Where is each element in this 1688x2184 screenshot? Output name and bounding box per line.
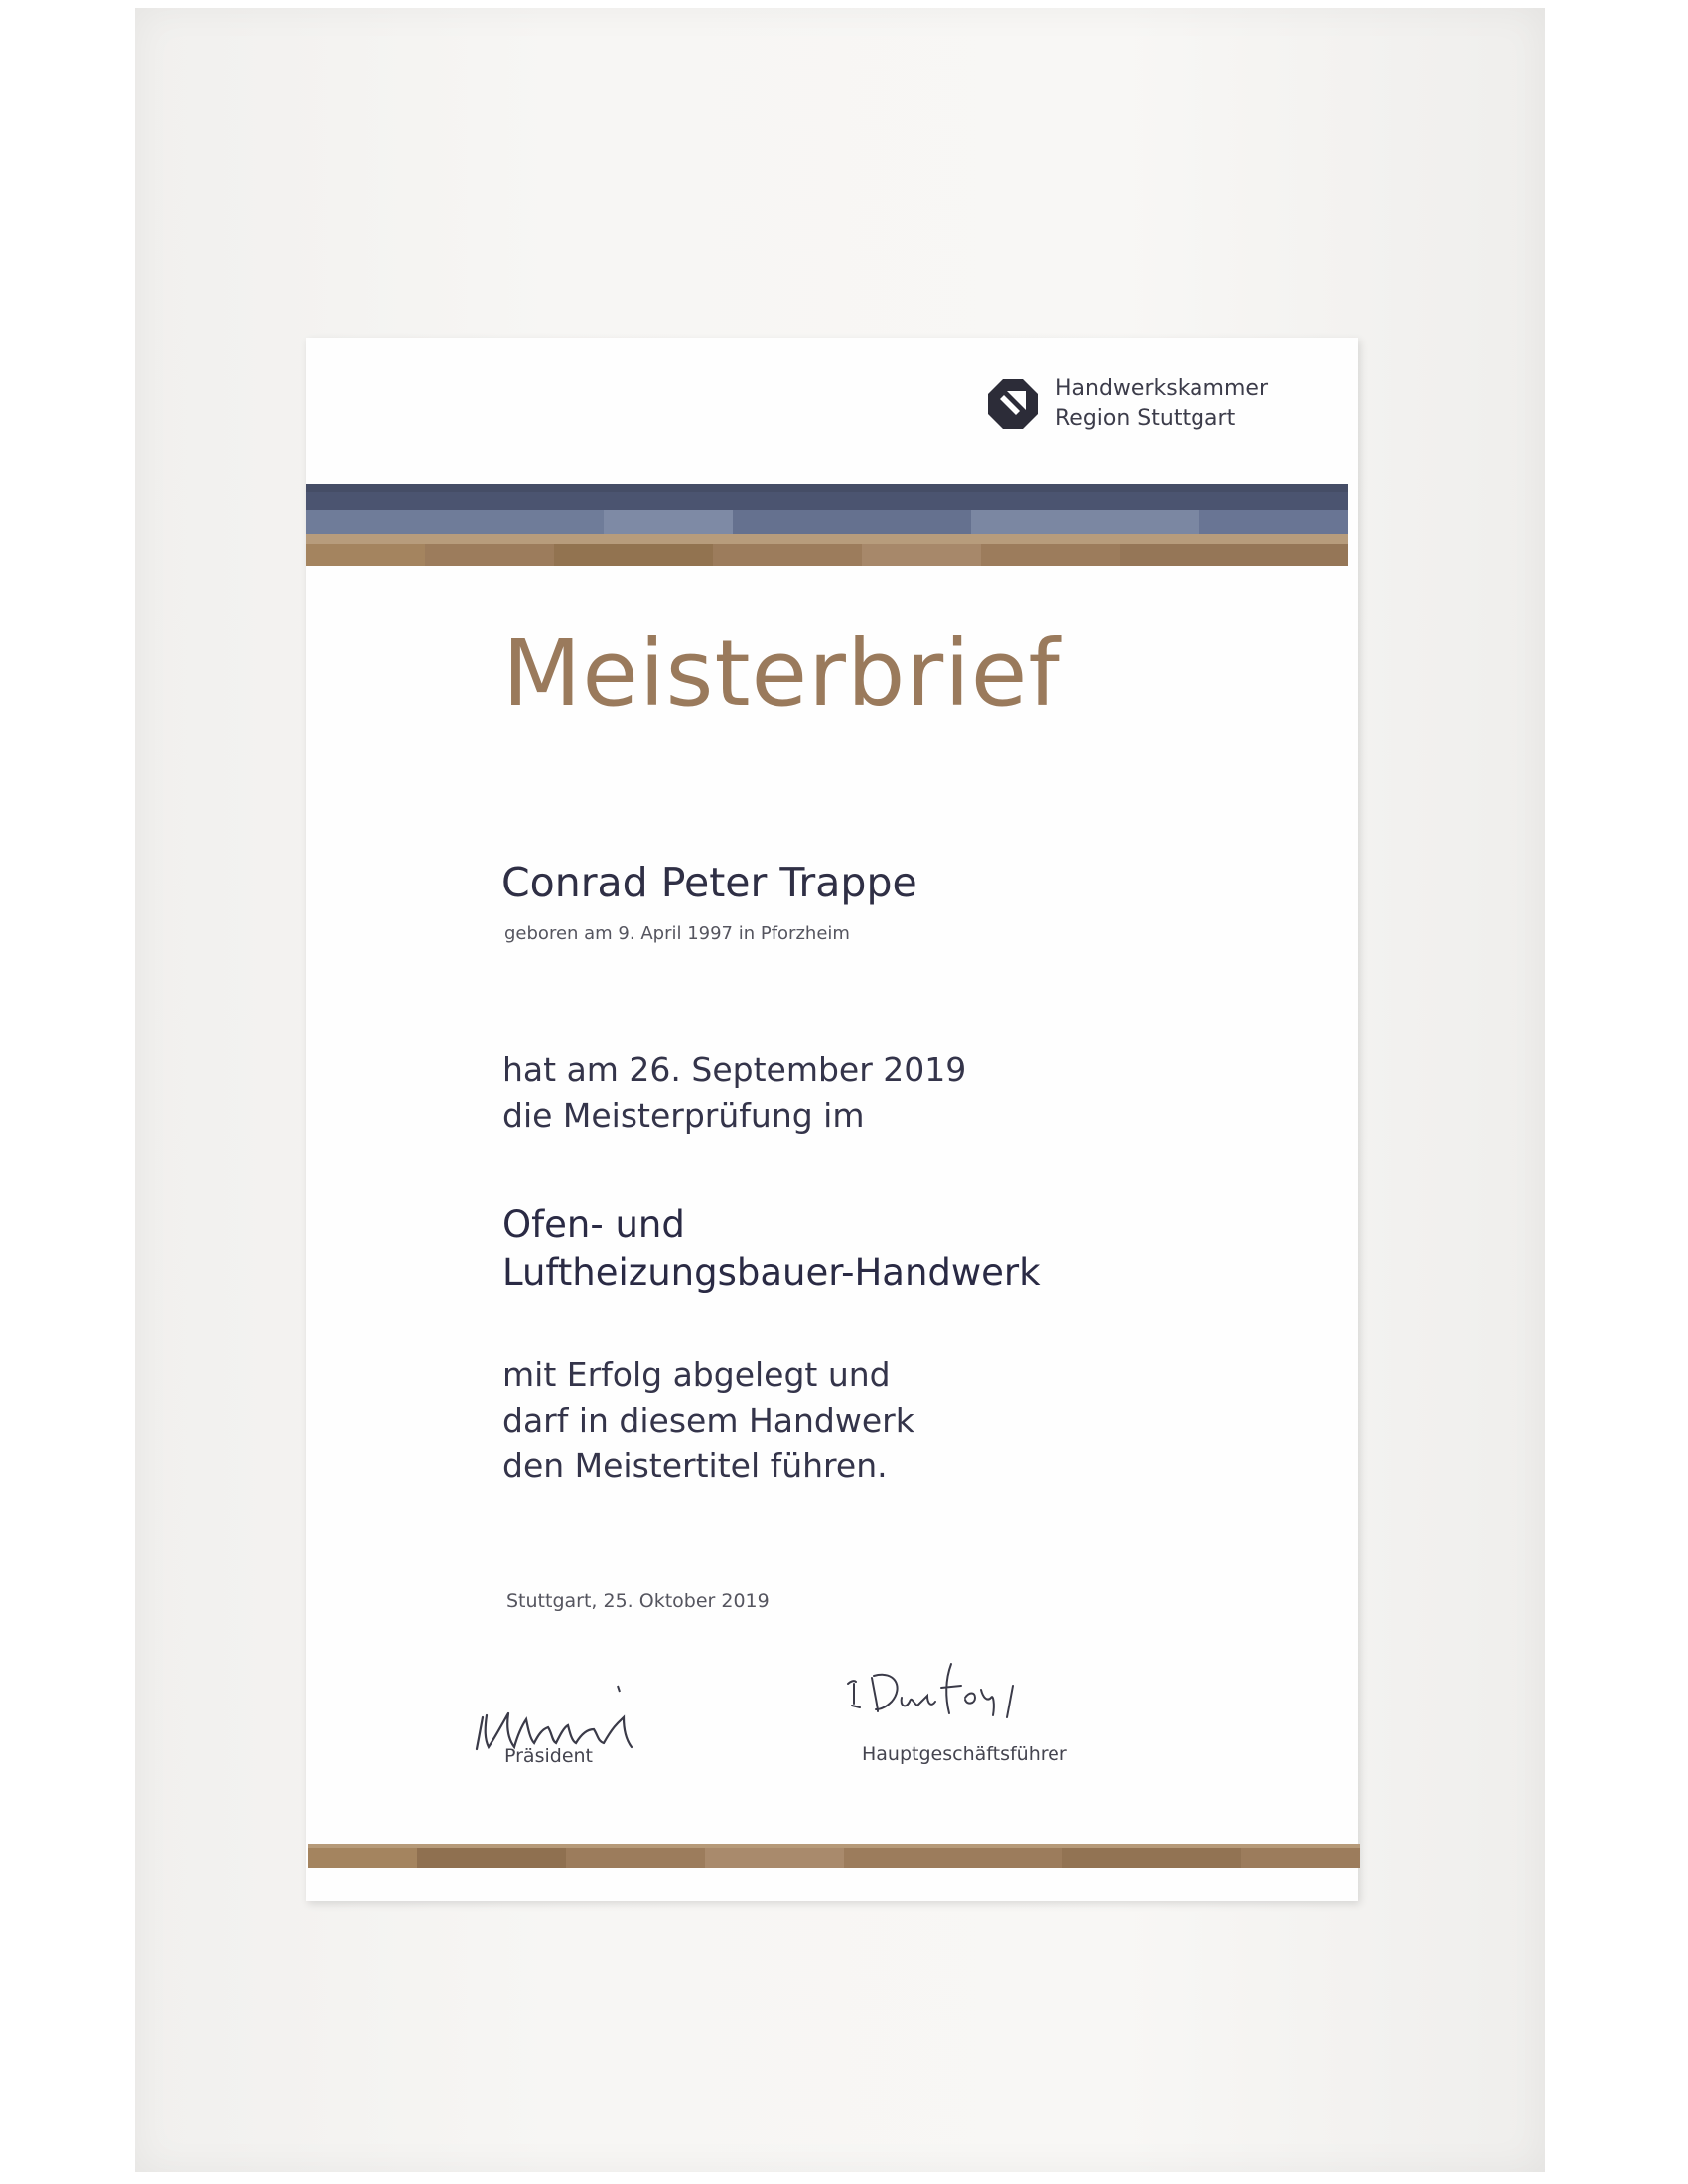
president-label: Präsident <box>504 1745 593 1767</box>
result-line-1: mit Erfolg abgelegt und <box>502 1355 891 1394</box>
birth-info: geboren am 9. April 1997 in Pforzheim <box>504 923 850 944</box>
manager-label: Hauptgeschäftsführer <box>862 1743 1067 1765</box>
footer-band <box>308 1844 1360 1868</box>
place-and-date: Stuttgart, 25. Oktober 2019 <box>506 1590 770 1612</box>
issuer-name-line2: Region Stuttgart <box>1055 406 1236 431</box>
manager-signature <box>842 1658 1041 1727</box>
issuer-logo <box>986 374 1268 434</box>
craft-name <box>502 1201 1041 1297</box>
craft-line-2: Luftheizungsbauer-Handwerk <box>502 1251 1041 1294</box>
chamber-logo-icon <box>986 377 1040 431</box>
exam-line-1: hat am 26. September 2019 <box>502 1050 967 1089</box>
result-statement <box>502 1352 914 1489</box>
result-line-3: den Meistertitel führen. <box>502 1446 888 1485</box>
exam-statement <box>502 1047 966 1139</box>
result-line-2: darf in diesem Handwerk <box>502 1401 914 1439</box>
craft-line-1: Ofen- und <box>502 1203 685 1246</box>
exam-line-2: die Meisterprüfung im <box>502 1096 865 1135</box>
issuer-name-line1: Handwerkskammer <box>1055 376 1268 401</box>
recipient-name: Conrad Peter Trappe <box>501 859 917 906</box>
certificate-document <box>306 338 1358 1901</box>
issuer-name <box>1055 374 1268 434</box>
document-title: Meisterbrief <box>502 620 1061 727</box>
header-band <box>306 484 1348 566</box>
